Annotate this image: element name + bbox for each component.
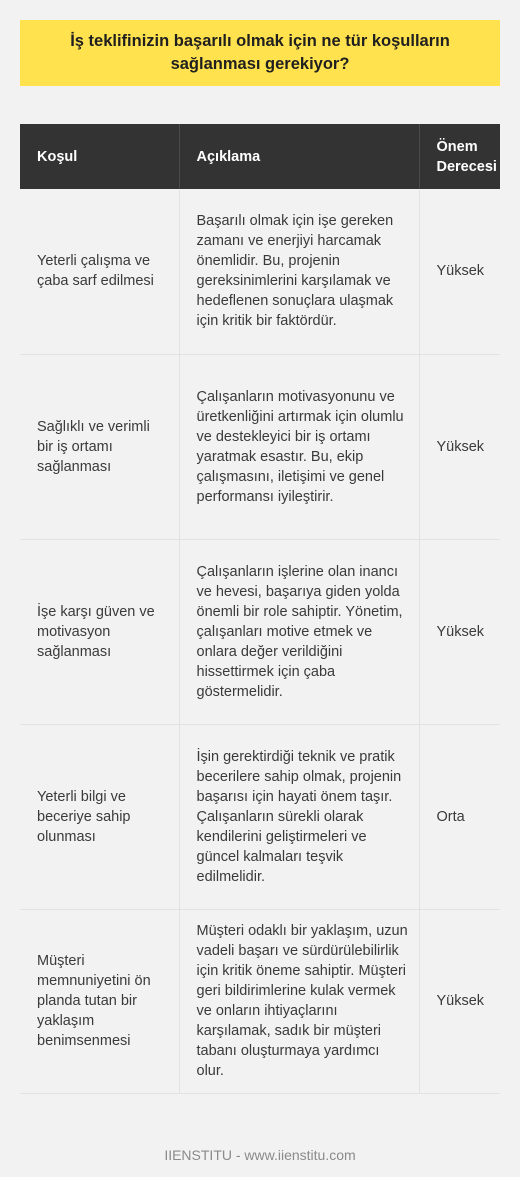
description-cell: İşin gerektirdiği teknik ve pratik becerilere sahip olmak, projenin başarısı için hayati önem taşır. Çalışanların sürekli olarak kendilerini geliştirmeleri ve güncel kalmaları teşvik edilmelidir. xyxy=(179,724,419,909)
condition-cell: İşe karşı güven ve motivasyon sağlanması xyxy=(20,539,179,724)
page-title: İş teklifinizin başarılı olmak için ne tür koşulların sağlanması gerekiyor? xyxy=(70,32,450,73)
condition-cell: Sağlıklı ve verimli bir iş ortamı sağlanması xyxy=(20,354,179,539)
header-condition: Koşul xyxy=(20,124,179,189)
description-cell: Başarılı olmak için işe gereken zamanı ve enerjiyi harcamak önemlidir. Bu, projenin gereksinimlerini karşılamak ve hedeflenen sonuçlara ulaşmak için kritik bir faktördür. xyxy=(179,189,419,354)
table-header-row xyxy=(20,124,500,189)
importance-cell: Yüksek xyxy=(419,354,500,539)
table-row xyxy=(20,909,500,1093)
table-row xyxy=(20,189,500,354)
importance-cell: Yüksek xyxy=(419,909,500,1093)
description-cell: Çalışanların işlerine olan inancı ve hevesi, başarıya giden yolda önemli bir role sahiptir. Yönetim, çalışanları motive etmek ve onlara değer verildiğini hissettirmek için çaba göstermelidir. xyxy=(179,539,419,724)
description-cell: Çalışanların motivasyonunu ve üretkenliğini artırmak için olumlu ve destekleyici bir iş ortamı yaratmak esastır. Bu, ekip çalışmasını, iletişimi ve genel performansı iyileştirir. xyxy=(179,354,419,539)
importance-cell: Orta xyxy=(419,724,500,909)
conditions-table xyxy=(20,124,500,1094)
condition-cell: Müşteri memnuniyetini ön planda tutan bir yaklaşım benimsenmesi xyxy=(20,909,179,1093)
importance-cell: Yüksek xyxy=(419,189,500,354)
condition-cell: Yeterli çalışma ve çaba sarf edilmesi xyxy=(20,189,179,354)
header-importance: Önem Derecesi xyxy=(436,138,497,175)
title-banner xyxy=(20,20,500,86)
table-row xyxy=(20,354,500,539)
description-cell: Müşteri odaklı bir yaklaşım, uzun vadeli başarı ve sürdürülebilirlik için kritik öneme sahiptir. Müşteri geri bildirimlerine kulak vermek ve onların ihtiyaçlarını karşılamak, sadık bir müşteri tabanı oluşturmaya yardımcı olur. xyxy=(179,909,419,1093)
table-row xyxy=(20,539,500,724)
condition-cell: Yeterli bilgi ve beceriye sahip olunması xyxy=(20,724,179,909)
header-description: Açıklama xyxy=(179,124,419,189)
footer-credit: IIENSTITU - www.iienstitu.com xyxy=(164,1147,356,1163)
table-row xyxy=(20,724,500,909)
importance-cell: Yüksek xyxy=(419,539,500,724)
